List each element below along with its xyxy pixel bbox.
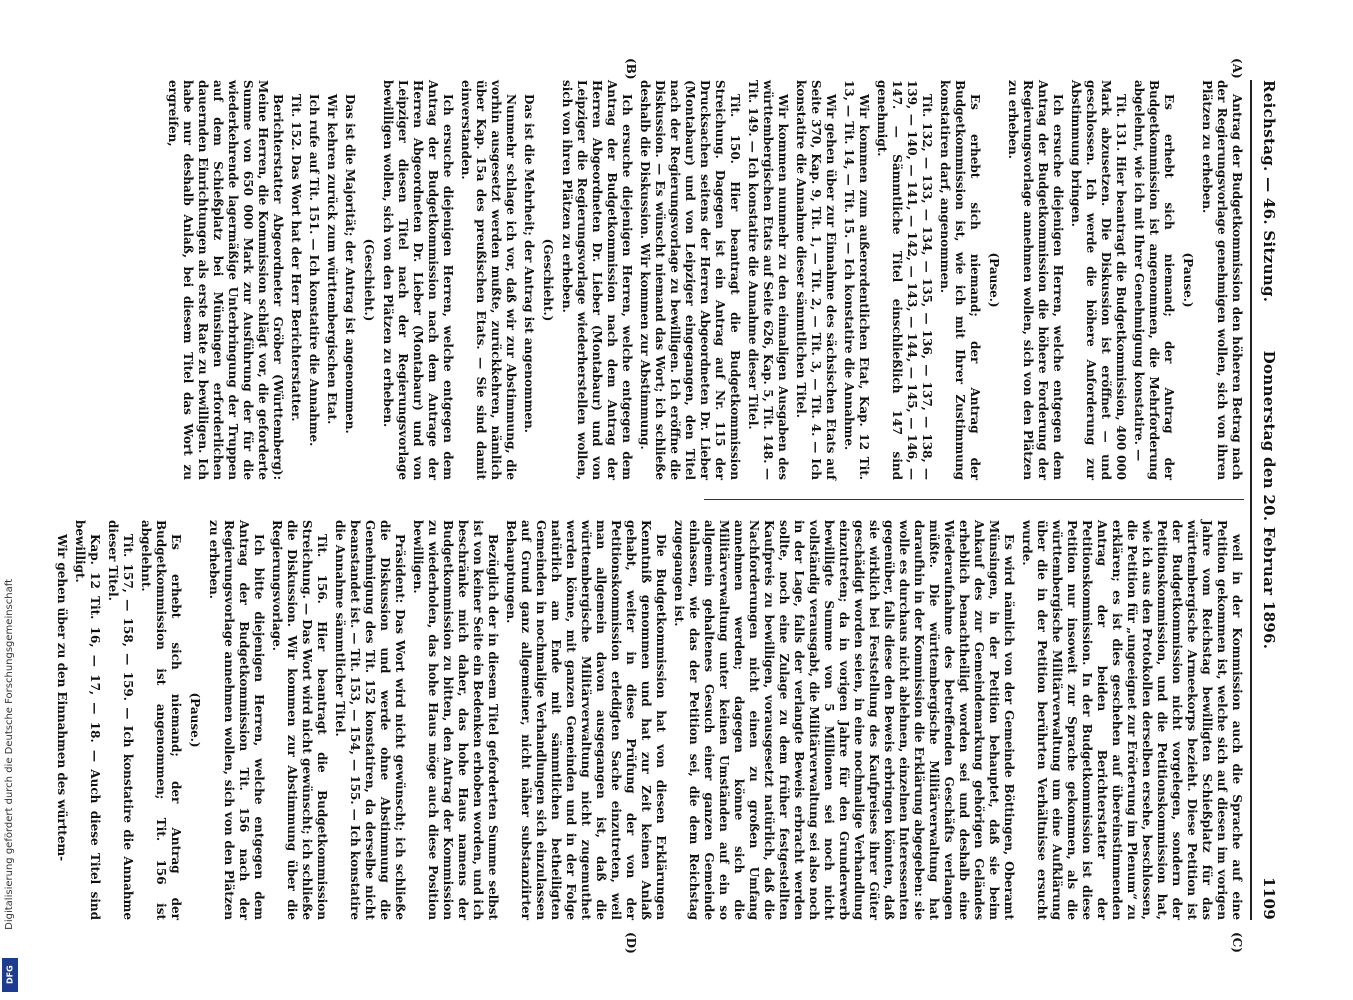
page-header (1252, 80, 1282, 920)
text-column-left (124, 80, 1244, 480)
paragraph: Wir kommen nunmehr zu den einmaligen Ausgaben des württembergischen Etats auf Seite 626, Kap. 5, Tit. 148. — Tit. 149. — Ich konstatire die Annahme dieser Titel. (746, 80, 790, 480)
paragraph: Tit. 150. Hier beantragt die Budgetkommission Streichung. Dagegen ist ein Antrag auf Nr. 115 der Drucksachen seitens der Herren Abgeordneten Dr. Lieber (Montabaur) und von Leipziger eingegangen, den Titel nach der Regierungsvorlage zu bewilligen. Ich eröffne die Diskussion. — Es wünscht niemand das Wort; ich schließe deshalb die Diskussion. Wir kommen zur Abstimmung. (638, 80, 742, 480)
paragraph: Es erhebt sich niemand; der Antrag der Budgetkommission ist angenommen; Tit. 156 ist abgelehnt. (139, 520, 183, 920)
paragraph: Ich ersuche diejenigen Herren, welche entgegen dem Antrag der Budgetkommission nach dem Antrag der Herren Abgeordneten Dr. Lieber (Montabaur) und von Leipziger die Regierungsvorlage wiederherstellen wollen, sich von ihren Plätzen zu erheben. (560, 80, 634, 480)
paragraph: Wir kehren zurück zum württembergischen Etat. (325, 94, 339, 425)
paragraph: (Geschieht.) (362, 238, 376, 322)
header-date: Donnerstag den 20. Februar 1896. (1260, 350, 1278, 650)
margin-marker-a: (A) (1230, 58, 1244, 79)
paragraph: Berichterstatter Abgeordneter Gröber (Württemberg): Meine Herren, die Kommission schlägt vor, die geforderte Summe von 650 000 Mark zur Ausführung der für die wiederkehrende lagermäßige Unterbringung der Truppen auf dem Schießplatz bei Münsingen erforderlichen dauernden Einrichtungen als erste Rate zu bewilligen. Ich habe nur deshalb Anlaß, bei diesem Titel das Wort zu ergreifen, (166, 80, 285, 480)
header-rule (1250, 80, 1252, 920)
paragraph: Wir gehen über zu den Einnahmen des württem- (55, 534, 69, 862)
paragraph: (Pause.) (1181, 252, 1195, 308)
paragraph: Kap. 12 Tit. 16, — 17, — 18. — Auch diese Titel sind bewilligt. (73, 520, 102, 920)
paragraph: Wir gehen über zur Einnahme des sächsischen Etats auf Seite 370, Kap. 9, Tit. 1, — Tit. 2, — Tit. 3, — Tit. 4. — Ich konstatire die Annahme dieser sämmtlichen Titel. (794, 80, 838, 480)
paragraph: Präsident: Das Wort wird nicht gewünscht; ich schließe die Diskussion und werde ohne Abstimmung die Genehmigung des Tit. 152 konstatiren, da derselbe nicht beanstandet ist. — Tit. 153, — 154, — 155. — Ich konstatire die Annahme sämmtlicher Titel. (333, 520, 407, 920)
paragraph: Es erhebt sich niemand; der Antrag der Budgetkommission ist, wie ich mit Ihrer Zustimmung konstatiren darf, angenommen. (938, 80, 982, 480)
margin-marker-d: (D) (624, 932, 638, 954)
paragraph: Ich bitte diejenigen Herren, welche entgegen dem Antrag der Budgetkommission Tit. 156 nach der Regierungsvorlage annehmen wollen, sich von den Plätzen zu erheben. (207, 520, 266, 920)
paragraph: Tit. 132, — 133, — 134, — 135, — 136, — 137, — 138, — 139, — 140, — 141, — 142, — 143, — 144, — 145, — 146, — 147. — Sämmtliche Titel einschließlich 147 sind genehmigt. (875, 80, 934, 480)
dfg-logo: DFG (2, 958, 18, 992)
paragraph: (Pause.) (987, 252, 1001, 308)
digitization-credit (0, 0, 22, 1000)
paragraph: Die Budgetkommission hat von diesen Erklärungen Kenntniß genommen und hat zur Zeit keinen Anlaß gehabt, weiter in diese Prüfung der von der Petitionskommission erledigten Sache einzutreten, weil man allgemein davon ausgegangen ist, daß die württembergische Militärverwaltung nicht zugemuthet werden könne, mit ganzen Gemeinden und in der Folge natürlich am Ende mit sämmtlichen betheiligten Gemeinden in nochmalige Verhandlungen sich einzulassen auf Grund ganz allgemeiner, nicht näher substanziirter Behauptungen. (504, 520, 668, 920)
paragraph: Antrag der Budgetkommission den höheren Betrag nach der Regierungsvorlage genehmigen wollen, sich von ihren Plätzen zu erheben. (1200, 80, 1244, 480)
margin-marker-c: (C) (1230, 932, 1244, 953)
margin-marker-b: (B) (624, 58, 638, 80)
paragraph: Tit. 156. Hier beantragt die Budgetkommission Streichung. — Das Wort wird nicht gewünscht; ich schließe die Diskussion. Wir kommen zur Abstimmung über die Regierungsvorlage. (270, 520, 329, 920)
paragraph: Es erhebt sich niemand; der Antrag der Budgetkommission ist angenommen, die Mehrforderung abgelehnt, wie ich mit Ihrer Genehmigung konstatire. — (1132, 80, 1176, 480)
paragraph: Es wird nämlich von der Gemeinde Böttingen, Oberamt Münsingen, in der Petition behauptet, daß sie beim Ankauf des zur Gemeindemarkung gehörigen Geländes erheblich benachtheiligt worden sei und deshalb eine Wiederaufnahme des betreffenden Geschäfts verlangen müßte. Die württembergische Militärverwaltung hat daraufhin in der Kommission die Erklärung abgegeben: sie wolle es durchaus nicht ablehnen, einzelnen Interessenten gegenüber, falls diese den Beweis erbringen könnten, daß sie wirklich bei Feststellung des Kaufpreises ihrer Güter geschädigt worden seien, in eine nochmalige Verhandlung einzutreten; da in vorigen Jahre für den Grunderwerb bewilligte Summe von 5 Millionen sei noch nicht vollständig verausgabt, die Militärverwaltung sei also noch in der Lage, falls der verlangte Beweis erbracht werden sollte, noch eine Zulage zu dem früher festgestellten Kaufpreis zu bewilligen, vorausgesetzt natürlich, daß die Nachforderungen nicht einen zu großen Umfang annehmen werden; dagegen könne sich die Militärverwaltung unter keinen Umständen auf ein so allgemein gehaltenes Gesuch einer ganzen Gemeinde einlassen, wie das der Petition sei, die dem Reichstag zugegangen ist. (672, 520, 1016, 920)
paragraph: Ich ersuche diejenigen Herren, welche entgegen dem Antrag der Budgetkommission nach dem Antrage der Herren Abgeordneten Dr. Lieber (Montabaur) und von Leipziger diesen Titel nach der Regierungsvorlage bewilligen wollen, sich von den Plätzen zu erheben. (381, 80, 455, 480)
text-column-right (55, 520, 1244, 920)
paragraph: Ich ersuche diejenigen Herren, welche entgegen dem Antrag der Budgetkommission die höhere Forderung der Regierungsvorlage annehmen wollen, sich von den Plätzen zu erheben. (1006, 80, 1065, 480)
rotated-page (55, 0, 1288, 1000)
paragraph: (Geschieht.) (541, 238, 555, 322)
credit-text: Digitalisierung gefördert durch die Deutsche Forschungsgemeinschaft (4, 579, 15, 930)
paragraph: Ich rufe auf Tit. 151. — Ich konstatire die Annahme. (307, 94, 321, 447)
header-session: Reichstag. — 46. Sitzung. (1260, 80, 1278, 303)
paragraph: Das ist die Mehrheit; der Antrag ist angenommen. (522, 94, 536, 433)
paragraph: weil in der Kommission auch die Sprache auf eine Petition gekommen ist, welche sich auf diesen im vorigen Jahre vom Reichstag bewilligten Schießplatz für das württembergische Armeekorps bezieht. Diese Petition ist der Budgetkommission nicht vorgelegen, sondern der Petitionskommission, und die Petitionskommission hat, wie ich aus den Protokollen derselben ersehe, beschlossen, die Petition für „ungeeignet zur Erörterung im Plenum“ zu erklären; es ist dies geschehen auf übereinstimmenden Antrag der beiden Berichterstatter der Petitionskommission. In der Budgetkommission ist diese Petition nur insoweit zur Sprache gekommen, als die württembergische Militärverwaltung um eine Aufklärung über die in der Petition berührten Verhältnisse ersucht wurde. (1020, 520, 1244, 920)
page-number: 1109 (1260, 877, 1278, 920)
paragraph: Nunmehr schlage ich vor, daß wir zur Abstimmung, die vorhin ausgesetzt werden mußte, zurückkehren, nämlich über Kap. 15a des preußischen Etats. — Sie sind damit einverstanden. (459, 80, 518, 480)
paragraph: (Pause.) (188, 692, 202, 748)
paragraph: Bezüglich der in diesem Titel geforderten Summe selbst ist von keiner Seite ein Bedenken erhoben worden, und ich beschränke mich daher, das hohe Haus namens der Budgetkommission zu bitten, den Antrag der Kommission zu wiederholen, das hohe Haus möge auch diese Position bewilligen. (411, 520, 500, 920)
paragraph: Tit. 157, — 158, — 159. — Ich konstatire die Annahme dieser Titel. (106, 520, 135, 920)
paragraph: Wir kommen zum außerordentlichen Etat, Kap. 12 Tit. 13, — Tit. 14, — Tit. 15. — Ich konstatire die Annahme. (842, 80, 871, 480)
paragraph: Tit. 152. Das Wort hat der Herr Berichterstatter. (289, 94, 303, 422)
paragraph: Tit. 131. Hier beantragt die Budgetkommission, 400 000 Mark abzusetzen. Die Diskussion ist eröffnet — und geschlossen. Ich werde die höhere Anforderung zur Abstimmung bringen. (1069, 80, 1128, 480)
paragraph: Das ist die Majorität; der Antrag ist angenommen. (343, 94, 357, 434)
column-divider (704, 499, 1244, 500)
